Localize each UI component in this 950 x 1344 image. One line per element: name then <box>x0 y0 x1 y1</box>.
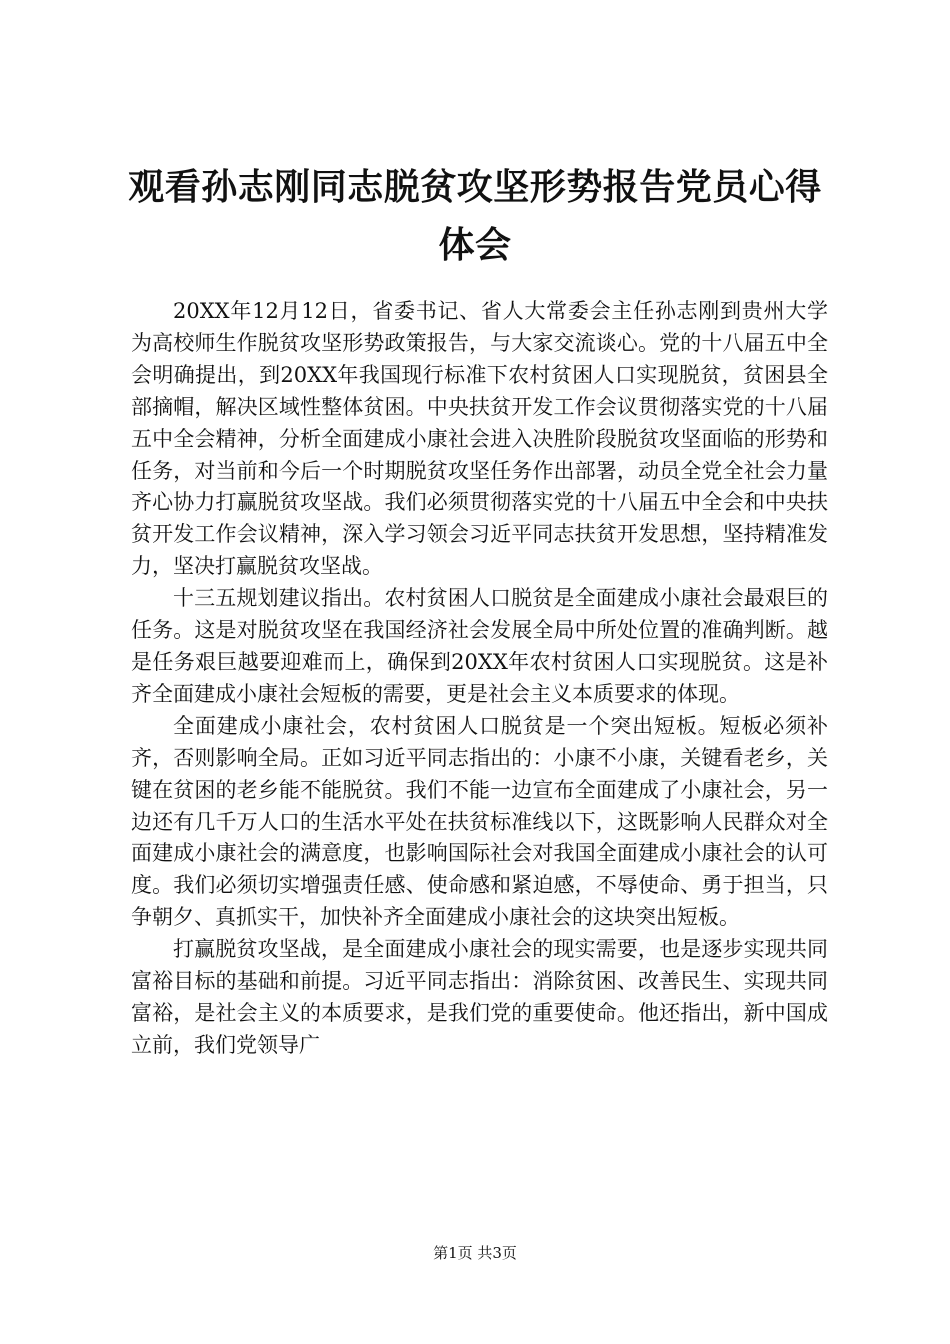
paragraph-3: 全面建成小康社会，农村贫困人口脱贫是一个突出短板。短板必须补齐，否则影响全局。正如习近平同志指出的：小康不小康，关键看老乡，关键在贫困的老乡能不能脱贫。我们不能一边宣布全面建成了小康社会，另一边还有几千万人口的生活水平处在扶贫标准线以下，这既影响人民群众对全面建成小康社会的满意度，也影响国际社会对我国全面建成小康社会的认可度。我们必须切实增强责任感、使命感和紧迫感，不辱使命、勇于担当，只争朝夕、真抓实干，加快补齐全面建成小康社会的这块突出短板。 <box>131 713 828 930</box>
paragraph-2: 十三五规划建议指出。农村贫困人口脱贫是全面建成小康社会最艰巨的任务。这是对脱贫攻坚在我国经济社会发展全局中所处位置的准确判断。越是任务艰巨越要迎难而上，确保到20XX年农村贫困人口实现脱贫。这是补齐全面建成小康社会短板的需要，更是社会主义本质要求的体现。 <box>131 586 828 706</box>
document-body <box>131 296 828 1062</box>
paragraph-4: 打赢脱贫攻坚战，是全面建成小康社会的现实需要，也是逐步实现共同富裕目标的基础和前提。习近平同志指出：消除贫困、改善民生、实现共同富裕，是社会主义的本质要求，是我们党的重要使命。他还指出，新中国成立前，我们党领导广 <box>131 937 828 1057</box>
document-title: 观看孙志刚同志脱贫攻坚形势报告党员心得体会 <box>128 166 822 266</box>
page-footer: 第1页 共3页 <box>433 1244 517 1262</box>
paragraph-1: 20XX年12月12日，省委书记、省人大常委会主任孙志刚到贵州大学为高校师生作脱贫攻坚形势政策报告，与大家交流谈心。党的十八届五中全会明确提出，到20XX年我国现行标准下农村贫困人口实现脱贫，贫困县全部摘帽，解决区域性整体贫困。中央扶贫开发工作会议贯彻落实党的十八届五中全会精神，分析全面建成小康社会进入决胜阶段脱贫攻坚面临的形势和任务，对当前和今后一个时期脱贫攻坚任务作出部署，动员全党全社会力量齐心协力打赢脱贫攻坚战。我们必须贯彻落实党的十八届五中全会和中央扶贫开发工作会议精神，深入学习领会习近平同志扶贫开发思想，坚持精准发力，坚决打赢脱贫攻坚战。 <box>131 299 828 579</box>
